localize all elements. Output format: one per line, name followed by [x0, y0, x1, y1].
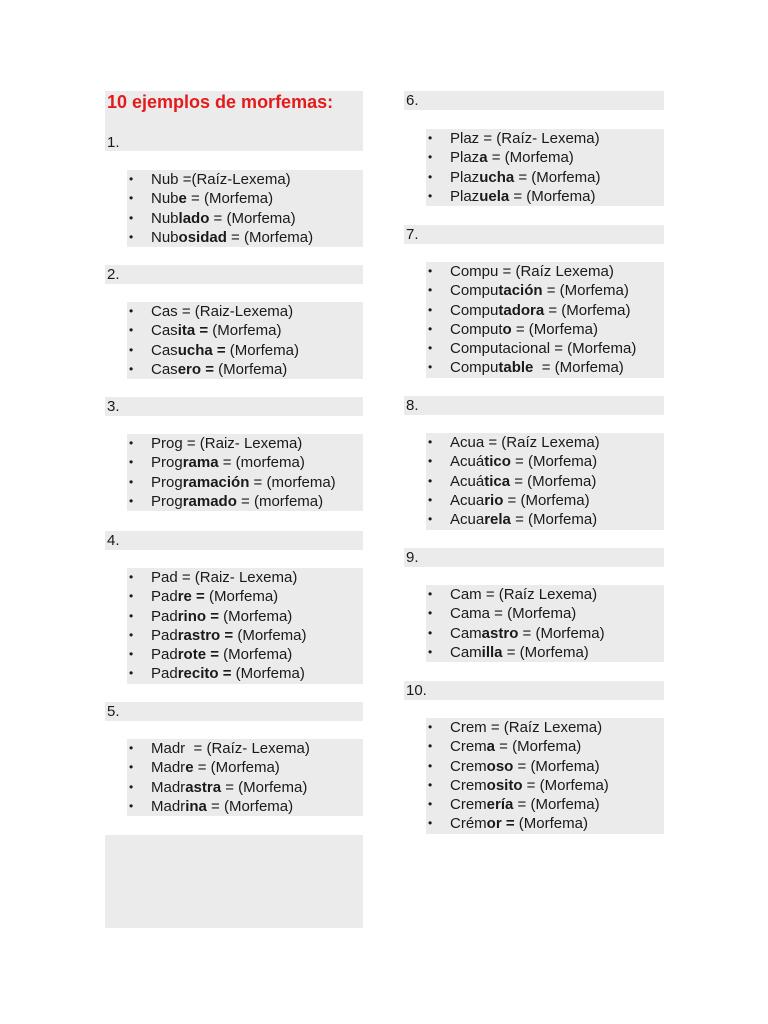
section-7-list: [426, 262, 664, 378]
item-rest: = (Morfema): [226, 228, 314, 246]
list-item: [426, 168, 664, 187]
list-item: [426, 433, 664, 452]
item-suffix: osito: [486, 776, 523, 794]
item-suffix: a: [486, 738, 496, 756]
item-rest: = (morfema): [218, 454, 305, 472]
item-suffix: e: [178, 190, 187, 208]
item-rest: (Morfema): [208, 322, 282, 340]
item-root: Compu: [450, 359, 499, 377]
item-suffix: table: [498, 359, 534, 377]
section-10-header: [404, 681, 664, 700]
item-root: Madr: [151, 797, 186, 815]
list-item: [127, 626, 363, 645]
item-root: Cas: [151, 360, 178, 378]
item-rest: = (Morfema): [495, 738, 582, 756]
list-item: [426, 187, 664, 206]
item-rest: = (Morfema): [509, 187, 596, 205]
section-5-list: [127, 739, 363, 816]
item-rest: (Morfema): [514, 815, 588, 833]
item-root: Cas: [151, 322, 178, 340]
item-suffix: re =: [177, 588, 205, 606]
item-suffix: tica: [484, 472, 511, 490]
list-item: [127, 170, 363, 189]
empty-box: [105, 835, 363, 928]
item-root: Prog: [151, 454, 183, 472]
item-root: Cas: [151, 303, 178, 320]
item-suffix: ucha: [479, 168, 515, 186]
item-rest: = (Morfema): [510, 472, 597, 490]
item-suffix: ucha =: [177, 341, 226, 359]
item-rest: = (Morfema): [503, 491, 590, 509]
item-rest: = (Morfema): [544, 301, 631, 319]
item-suffix: or =: [486, 815, 515, 833]
list-item: [127, 607, 363, 626]
section-number: 8.: [406, 397, 419, 414]
item-root: Compu: [450, 282, 499, 300]
item-rest: = (Morfema): [209, 209, 296, 227]
item-root: Crém: [450, 815, 487, 833]
list-item: [426, 358, 664, 377]
section-6-list: [426, 129, 664, 206]
list-item: [426, 262, 664, 281]
item-root: Compu: [450, 263, 499, 280]
list-item: [127, 228, 363, 247]
section-1-list: [127, 170, 363, 247]
list-item: [127, 321, 363, 340]
list-item: [127, 209, 363, 228]
section-7-header: [404, 225, 664, 244]
item-suffix: a: [479, 149, 488, 167]
item-rest: = (Morfema): [510, 511, 598, 529]
section-10-list: [426, 718, 664, 834]
item-suffix: ería: [486, 796, 514, 814]
item-root: Comput: [450, 320, 503, 338]
item-rest: = (Morfema): [513, 796, 600, 814]
item-rest: =(Raíz-Lexema): [178, 171, 291, 188]
list-item: [127, 778, 363, 797]
section-6-header: [404, 91, 664, 110]
list-item: [426, 643, 664, 662]
list-item: [426, 339, 664, 358]
item-rest: = (Morfema): [221, 778, 308, 796]
list-item: [426, 624, 664, 643]
item-suffix: tico: [484, 453, 511, 471]
list-item: [426, 491, 664, 510]
list-item: [426, 795, 664, 814]
section-3-list: [127, 434, 363, 511]
item-rest: = (Raíz Lexema): [486, 719, 603, 736]
list-item: [426, 585, 664, 604]
section-8-list: [426, 433, 664, 530]
item-root: Acuá: [450, 453, 485, 471]
section-3-header: [105, 397, 363, 416]
list-item: [127, 453, 363, 472]
list-item: [426, 814, 664, 833]
item-root: Cam: [450, 586, 482, 603]
section-2-header: [105, 265, 363, 284]
section-number: 2.: [107, 266, 120, 283]
item-rest: = (Morfema): [513, 757, 600, 775]
section-4-header: [105, 531, 363, 550]
list-item: [127, 645, 363, 664]
item-root: Plaz: [450, 149, 480, 167]
section-9-header: [404, 548, 664, 567]
section-number: 9.: [406, 549, 419, 566]
item-suffix: rama: [182, 454, 219, 472]
page-title: 10 ejemplos de morfemas:: [107, 92, 334, 112]
item-root: Crem: [450, 757, 487, 775]
item-root: Acuá: [450, 472, 485, 490]
item-suffix: recito =: [177, 665, 232, 683]
item-rest: (Morfema): [204, 588, 279, 606]
item-root: Crem: [450, 738, 487, 756]
item-rest: = (Morfema): [514, 168, 601, 186]
item-root: Prog: [151, 473, 183, 491]
item-rest: = (Morfema): [490, 605, 577, 623]
item-rest: = (Raiz-Lexema): [177, 303, 294, 320]
list-item: [127, 434, 363, 453]
item-root: Pad: [151, 569, 178, 586]
item-rest: (Morfema): [218, 646, 293, 664]
item-suffix: tación: [498, 282, 543, 300]
item-root: Madr: [151, 759, 186, 777]
item-rest: (Morfema): [218, 607, 293, 625]
list-item: [426, 737, 664, 756]
item-root: Nub: [151, 171, 179, 188]
item-rest: = (Morfema): [186, 190, 274, 208]
item-rest: (Morfema): [231, 665, 305, 683]
list-item: [127, 568, 363, 587]
item-root: Acua: [450, 434, 485, 451]
item-suffix: rela: [484, 511, 511, 529]
item-suffix: ramado: [182, 492, 237, 510]
section-9-list: [426, 585, 664, 662]
section-2-list: [127, 302, 363, 379]
item-rest: = (Morfema): [502, 643, 589, 661]
item-rest: = (morfema): [236, 492, 324, 510]
list-item: [127, 797, 363, 816]
item-suffix: rote =: [177, 646, 219, 664]
list-item: [426, 604, 664, 623]
item-rest: (Morfema): [213, 360, 288, 378]
item-root: Nub: [151, 209, 179, 227]
list-item: [127, 492, 363, 511]
item-root: Prog: [151, 435, 183, 452]
item-root: Madr: [151, 778, 186, 796]
item-root: Crem: [450, 719, 487, 736]
list-item: [426, 776, 664, 795]
section-number: 5.: [107, 703, 120, 720]
list-item: [426, 452, 664, 471]
item-root: Pad: [151, 646, 178, 664]
item-suffix: ero =: [177, 360, 214, 378]
list-item: [426, 148, 664, 167]
list-item: [426, 129, 664, 148]
item-rest: = (Raíz Lexema): [498, 263, 614, 280]
item-rest: = (Morfema): [542, 282, 629, 300]
list-item: [127, 189, 363, 208]
item-rest: = (Raíz- Lexema): [479, 130, 600, 147]
item-rest: = (Morfema): [510, 453, 598, 471]
item-suffix: astra: [185, 778, 222, 796]
item-rest: = (Morfema): [206, 797, 294, 815]
list-item: [426, 510, 664, 529]
item-root: Plaz: [450, 187, 480, 205]
list-item: [426, 281, 664, 300]
item-root: Nub: [151, 228, 179, 246]
item-rest: = (Morfema): [193, 759, 280, 777]
list-item: [426, 718, 664, 737]
list-item: [127, 739, 363, 758]
item-rest: (Morfema): [225, 341, 299, 359]
section-4-list: [127, 568, 363, 684]
item-rest: = (Morfema): [522, 776, 609, 794]
item-root: Crem: [450, 776, 487, 794]
item-suffix: ramación: [182, 473, 250, 491]
section-number: 4.: [107, 532, 120, 549]
section-number: 7.: [406, 226, 419, 243]
item-rest: = (Raíz Lexema): [484, 434, 600, 451]
item-suffix: rino =: [177, 607, 219, 625]
item-rest: = (Morfema): [487, 149, 574, 167]
item-root: Cam: [450, 643, 482, 661]
item-root: Nub: [151, 190, 179, 208]
item-root: Acua: [450, 511, 485, 529]
item-root: Crem: [450, 796, 487, 814]
item-suffix: oso: [486, 757, 514, 775]
item-suffix: astro: [481, 624, 519, 642]
item-root: Prog: [151, 492, 183, 510]
item-suffix: osidad: [178, 228, 227, 246]
item-root: Cas: [151, 341, 178, 359]
item-suffix: lado: [178, 209, 210, 227]
section-5-header: [105, 702, 363, 721]
item-rest: = (Morfema): [518, 624, 605, 642]
item-root: Plaz: [450, 168, 480, 186]
list-item: [127, 341, 363, 360]
list-item: [127, 302, 363, 321]
list-item: [127, 587, 363, 606]
list-item: [127, 664, 363, 683]
item-root: Pad: [151, 607, 178, 625]
item-suffix: ina: [185, 797, 207, 815]
section-8-header: [404, 396, 664, 415]
item-rest: = (Raíz Lexema): [481, 586, 598, 603]
item-rest: = (Raiz- Lexema): [182, 435, 303, 452]
item-root: Pad: [151, 665, 178, 683]
item-suffix: illa: [481, 643, 503, 661]
section-number: 1.: [107, 134, 120, 151]
section-number: 6.: [406, 92, 419, 109]
item-suffix: rastro =: [177, 626, 234, 644]
item-rest: = (Morfema): [533, 359, 624, 377]
item-root: Cama: [450, 605, 491, 623]
item-suffix: e: [185, 759, 194, 777]
item-root: Acua: [450, 491, 485, 509]
item-root: Computacional: [450, 340, 551, 358]
section-number: 10.: [406, 682, 427, 699]
list-item: [127, 758, 363, 777]
item-rest: = (morfema): [249, 473, 336, 491]
item-root: Plaz: [450, 130, 480, 147]
title-block: [105, 91, 363, 151]
item-rest: = (Morfema): [511, 320, 598, 338]
list-item: [426, 757, 664, 776]
list-item: [426, 472, 664, 491]
item-suffix: ita =: [177, 322, 209, 340]
section-number: 3.: [107, 398, 120, 415]
list-item: [127, 473, 363, 492]
item-rest: = (Morfema): [550, 340, 637, 358]
item-root: Cam: [450, 624, 482, 642]
item-suffix: rio: [484, 491, 504, 509]
list-item: [127, 360, 363, 379]
item-suffix: uela: [479, 187, 510, 205]
item-root: Compu: [450, 301, 499, 319]
item-suffix: o: [502, 320, 512, 338]
list-item: [426, 320, 664, 339]
list-item: [426, 301, 664, 320]
item-root: Pad: [151, 588, 178, 606]
item-root: Pad: [151, 626, 178, 644]
item-rest: = (Raíz- Lexema): [185, 740, 310, 757]
item-rest: = (Raiz- Lexema): [177, 569, 298, 586]
item-rest: (Morfema): [233, 626, 307, 644]
item-suffix: tadora: [498, 301, 545, 319]
item-root: Madr: [151, 740, 186, 757]
